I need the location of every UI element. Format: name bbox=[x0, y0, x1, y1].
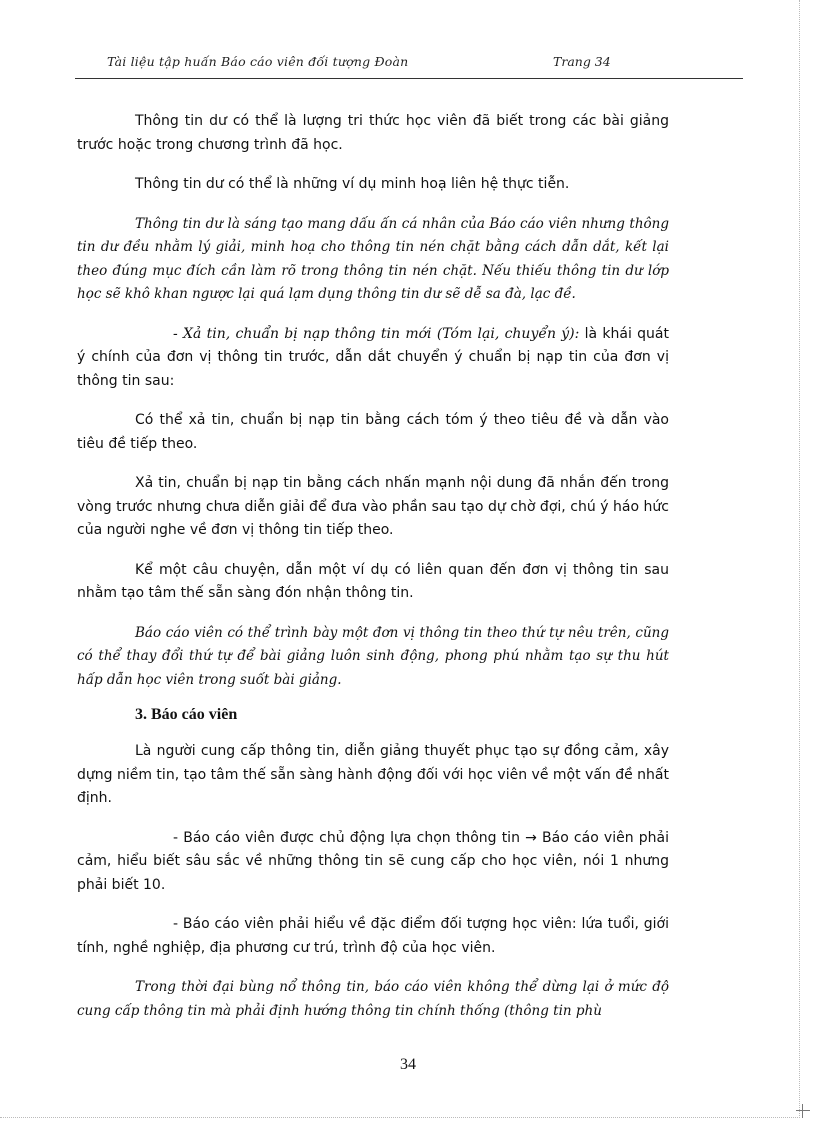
page-body bbox=[77, 110, 669, 1023]
paragraph-8-italic: Báo cáo viên có thể trình bày một đơn vị thông tin theo thứ tự nêu trên, cũng có thể thay đổi thứ tự để bài giảng luôn sinh động, phong phú nhằm tạo sự thu hút hấp dẫn học viên trong suốt bài giảng. bbox=[77, 624, 669, 688]
paragraph-7: Kể một câu chuyện, dẫn một ví dụ có liên quan đến đơn vị thông tin sau nhằm tạo tâm thế sẵn sàng đón nhận thông tin. bbox=[77, 561, 669, 601]
paragraph-4-italic-lead: - Xả tin, chuẩn bị nạp thông tin mới (Tóm lại, chuyển ý): bbox=[173, 325, 580, 342]
header-page-label: Trang 34 bbox=[553, 54, 611, 69]
paragraph-9: Là người cung cấp thông tin, diễn giảng thuyết phục tạo sự đồng cảm, xây dựng niềm tin, tạo tâm thế sẵn sàng hành động đối với học viên về một vấn đề nhất định. bbox=[77, 743, 669, 806]
paragraph-11: - Báo cáo viên phải hiểu về đặc điểm đối tượng học viên: lứa tuổi, giới tính, nghề nghiệp, địa phương cư trú, trình độ của học viên. bbox=[77, 916, 669, 956]
paragraph-10: - Báo cáo viên được chủ động lựa chọn thông tin → Báo cáo viên phải cảm, hiểu biết sâu sắc về những thông tin sẽ cung cấp cho học viên, nói 1 nhưng phải biết 10. bbox=[77, 829, 669, 893]
paragraph-5: Có thể xả tin, chuẩn bị nạp tin bằng cách tóm ý theo tiêu đề và dẫn vào tiêu đề tiếp theo. bbox=[77, 412, 669, 452]
paragraph-4-rest: là khái quát ý chính của đơn vị thông tin trước, dẫn dắt chuyển ý chuẩn bị nạp tin của đơn vị thông tin sau: bbox=[77, 325, 669, 389]
header-document-title: Tài liệu tập huấn Báo cáo viên đối tượng Đoàn bbox=[107, 54, 409, 69]
paragraph-2: Thông tin dư có thể là những ví dụ minh hoạ liên hệ thực tiễn. bbox=[135, 176, 570, 192]
paragraph-3-italic: Thông tin dư là sáng tạo mang dấu ấn cá nhân của Báo cáo viên nhưng thông tin dư đều nhằm lý giải, minh hoạ cho thông tin nén chặt bằng cách dẫn dắt, kết lại theo đúng mục đích cần làm rõ trong thông tin nén chặt. Nếu thiếu thông tin dư lớp học sẽ khô khan ngược lại quá lạm dụng thông tin dư sẽ dễ sa đà, lạc đề. bbox=[77, 215, 669, 302]
paragraph-4 bbox=[77, 323, 669, 394]
page-header bbox=[75, 48, 743, 79]
paragraph-12-italic: Trong thời đại bùng nổ thông tin, báo cáo viên không thể dừng lại ở mức độ cung cấp thông tin mà phải định hướng thông tin chính thống (thông tin phù bbox=[77, 979, 669, 1019]
page-number: 34 bbox=[400, 1056, 416, 1073]
page-corner-mark bbox=[796, 1104, 810, 1118]
paragraph-1: Thông tin dư có thể là lượng tri thức học viên đã biết trong các bài giảng trước hoặc trong chương trình đã học. bbox=[77, 113, 669, 153]
section-heading: 3. Báo cáo viên bbox=[135, 706, 238, 723]
paragraph-6: Xả tin, chuẩn bị nạp tin bằng cách nhấn mạnh nội dung đã nhắn đến trong vòng trước nhưng chưa diễn giải để đưa vào phần sau tạo dự chờ đợi, chú ý háo hức của người nghe về đơn vị thông tin tiếp theo. bbox=[77, 475, 669, 538]
